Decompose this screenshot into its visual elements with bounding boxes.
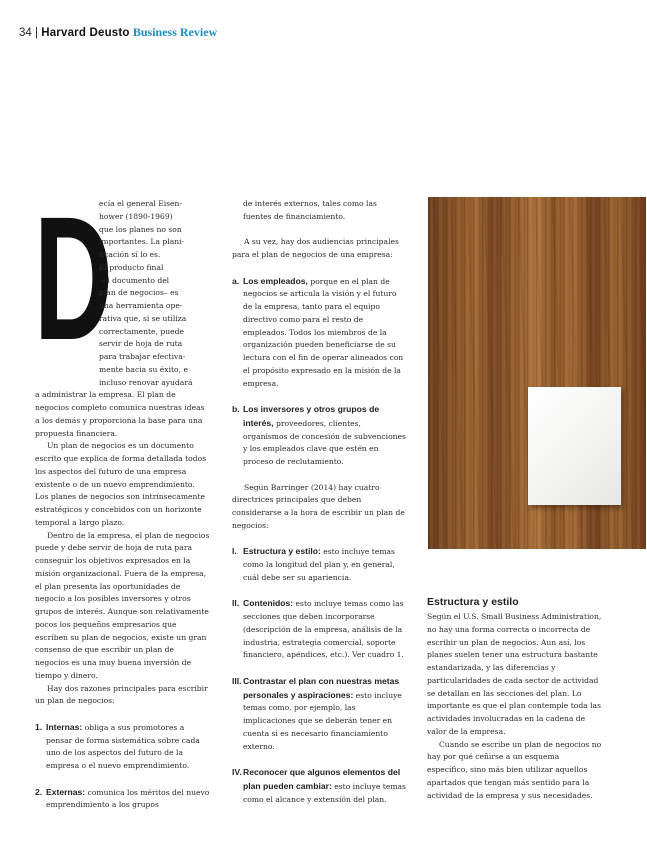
list-marker: III.: [232, 675, 242, 686]
brand-name: Harvard Deusto: [41, 27, 130, 39]
header-separator: |: [35, 27, 38, 39]
list-item-text: esto incluye temas como el alcance y extensión del plan.: [243, 781, 406, 804]
dropcap-line: ecía el general Eisen-: [99, 199, 183, 208]
dropcap-line: una herramienta ope-: [99, 301, 183, 310]
dropcap-line: importantes. La plani-: [99, 237, 185, 247]
list-item-internal: [35, 721, 210, 773]
page-header: [19, 25, 217, 40]
list-item-text: proveedores, clientes, organismos de concesión de subvenciones y los empleados clave que estén en proceso de reclutamiento.: [243, 418, 406, 466]
list-item-text: comunica los méritos del nuevo emprendimiento a los grupos: [46, 787, 210, 810]
list-item-contents: [232, 597, 407, 662]
paragraph-definition: Un plan de negocios es un documento escrito que explica de forma detallada todos los aspectos del futuro de una empresa existente o de un nuevo emprendimiento. Los planes de negocios son intrínsecamente estratégicos y concebidos con un horizonte temporal a largo plazo.: [35, 441, 207, 527]
article-column-2: [232, 198, 407, 806]
list-item-investors: [232, 403, 407, 469]
list-item-text: de interés externos, tales como las fuentes de financiamiento.: [243, 199, 377, 221]
paragraph-no-scheme: Cuando se escribe un plan de negocios no hay por qué ceñirse a un esquema específico, sino más bien utilizar aquellos apartados que tengan más sentido para la actividad de la empresa y sus necesidades.: [427, 739, 602, 800]
section-heading: Estructura y estilo: [427, 596, 519, 608]
paragraph-audiences: A su vez, hay dos audiencias principales para el plan de negocios de una empresa:: [232, 237, 399, 259]
dropcap-line: para trabajar efectiva-: [99, 352, 186, 361]
list-item-head: Contrastar el plan con nuestras metas personales y aspiraciones:: [243, 675, 400, 700]
list-item-text: esto incluye temas como, por ejemplo, las implicaciones que se deberán tener en cuenta si es necesario financiamiento externo.: [243, 690, 402, 751]
dropcap-line: plan de negocios– es: [99, 288, 179, 298]
list-item-text: esto incluye temas como la longitud del plan y, en general, cuál debe ser su apariencia.: [243, 547, 395, 582]
paragraph-structure: Según el U.S. Small Business Administration, no hay una forma correcta o incorrecta de escribir un plan de negocios. Aun así, los planes suelen tener una estructura bastante estandarizada, y las diferencias y particularidades de cada sector de actividad se detallan en las secciones del plan. Lo importante es que el plan contemple toda las actividades involucradas en la cadena de valor de la empresa.: [427, 612, 602, 736]
list-item-head: Internas:: [46, 721, 83, 732]
list-item-text: porque en el plan de negocios se articula la visión y el futuro de la empresa, tanto para el equipo directivo como para el resto de empleados. Todos los miembros de la organización pueden beneficiarse de su lectura con el fin de operar alineados con el propósito expresado en la misión de la empresa.: [243, 276, 404, 388]
list-item-head: Los inversores y otros grupos de interés,: [243, 404, 380, 428]
wood-desk-photo: [428, 197, 646, 549]
dropcap-line: incluso renovar ayudará: [99, 377, 193, 387]
dropcap-line: –el documento del: [99, 275, 170, 285]
paragraph-intro-rest: a administrar la empresa. El plan de negocios completo comunica nuestras ideas a los demás y proporciona la base para una propuesta financiera.: [35, 390, 205, 438]
list-item-external: [35, 786, 210, 813]
dropcap-line: rativa que, si se utiliza: [99, 313, 187, 323]
list-item-head: Los empleados,: [243, 275, 308, 286]
blank-paper-sheet: [528, 387, 621, 505]
page-number: 34: [19, 27, 32, 39]
dropcap-line: mente hacia su éxito, e: [99, 364, 188, 374]
paragraph-roadmap: Dentro de la empresa, el plan de negocios puede y debe servir de hoja de ruta para conseguir los objetivos expresados en la misión organizacional. Fuera de la empresa, el plan presenta las oportunidades de negocio a los posibles inversores y otros grupos de interés. Aunque son relativamente pocos los pequeños empresarios que escriben su plan de negocios, existe un gran consenso de que escribir un plan de negocios es una muy buena inversión de tiempo y dinero.: [35, 530, 210, 680]
list-item-text: esto incluye temas como las secciones que deben incorporarse (descripción de la empresa, análisis de la industria, estrategia comercial, soporte financiero, apéndices, etc.). Ver cuadro 1.: [243, 599, 404, 660]
dropcap-line: servir de hoja de ruta: [99, 339, 183, 349]
dropcap-paragraph-lines: [34, 181, 210, 389]
dropcap-line: correctamente, puede: [99, 326, 184, 336]
list-item-text: obliga a sus promotores a pensar de forma sistemática sobre cada uno de los aspectos del futuro de la empresa o el nuevo emprendimiento.: [46, 722, 200, 770]
list-item-head: Contenidos:: [243, 598, 294, 609]
list-marker: IV.: [232, 767, 242, 777]
list-item-structure: [232, 545, 407, 584]
dropcap-line: hower (1890-1969): [99, 211, 173, 221]
dropcap-line: que los planes no son: [99, 224, 182, 234]
list-item-head: Estructura y estilo:: [243, 546, 321, 557]
list-marker: b.: [232, 404, 240, 414]
list-marker: 2.: [35, 786, 43, 797]
paragraph-guidelines: Según Barringer (2014) hay cuatro directrices principales que deben considerarse a la hora de escribir un plan de negocios:: [232, 482, 405, 530]
dropcap-line: El producto final: [99, 262, 164, 272]
list-marker: 1.: [35, 721, 43, 732]
list-item-head: Externas:: [46, 786, 86, 797]
drop-cap: D: [34, 181, 111, 377]
brand-suffix: Business Review: [132, 25, 218, 39]
list-item-employees: [232, 275, 407, 391]
paragraph-reasons: Hay dos razones principales para escribir un plan de negocios:: [35, 683, 208, 706]
article-column-3: [427, 596, 602, 802]
list-item-external-continued: [232, 198, 407, 224]
article-column-1: [34, 181, 210, 812]
list-item-head: Reconocer que algunos elementos del plan pueden cambiar:: [243, 767, 401, 791]
list-marker: a.: [232, 275, 240, 286]
list-item-change: [232, 766, 407, 806]
list-item-contrast: [232, 675, 407, 754]
dropcap-line: ficación sí lo es.: [99, 250, 161, 259]
list-marker: I.: [232, 546, 237, 557]
list-marker: II.: [232, 598, 240, 609]
